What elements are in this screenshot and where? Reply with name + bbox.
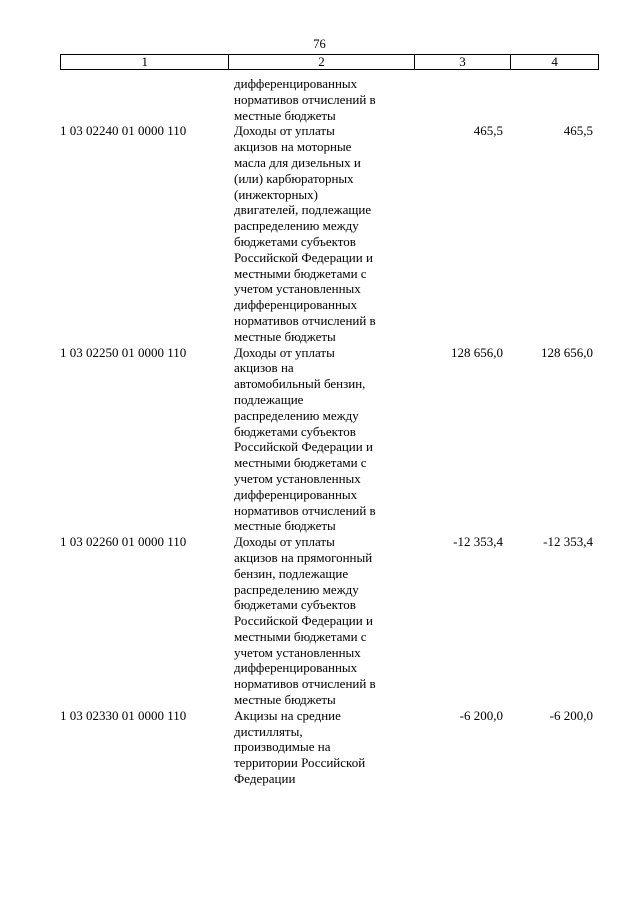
description-line: Российской Федерации и: [234, 249, 373, 265]
description-line: учетом установленных: [234, 470, 361, 486]
description-line: бюджетами субъектов: [234, 233, 356, 249]
description-line: бюджетами субъектов: [234, 597, 356, 613]
description-line: Доходы от уплаты: [234, 123, 335, 139]
description-line: производимые на: [234, 739, 331, 755]
description-line: дифференцированных: [234, 660, 358, 676]
amount-column-3: -12 353,4: [453, 534, 503, 550]
description-line: дифференцированных: [234, 297, 358, 313]
table-body: [60, 76, 599, 787]
description-line: нормативов отчислений в: [234, 502, 376, 518]
income-description: [234, 534, 404, 708]
description-line: учетом установленных: [234, 644, 361, 660]
description-line: дифференцированных: [234, 486, 358, 502]
description-line: Федерации: [234, 771, 296, 787]
continuation-line: дифференцированных: [234, 76, 358, 91]
description-line: подлежащие: [234, 391, 304, 407]
amount-column-4: -6 200,0: [549, 707, 593, 723]
table-row: [60, 345, 599, 535]
description-line: Доходы от уплаты: [234, 534, 335, 550]
amount-column-4: -12 353,4: [543, 534, 593, 550]
amount-column-3: 465,5: [473, 123, 503, 139]
description-line: Российской Федерации и: [234, 439, 373, 455]
budget-code: 1 03 02260 01 0000 110: [60, 534, 187, 550]
description-line: акцизов на моторные: [234, 139, 352, 155]
description-line: акцизов на: [234, 360, 294, 376]
description-line: (или) карбюраторных: [234, 170, 354, 186]
description-line: территории Российской: [234, 755, 366, 771]
description-line: бюджетами субъектов: [234, 423, 356, 439]
description-line: нормативов отчислений в: [234, 676, 376, 692]
description-line: распределению между: [234, 581, 359, 597]
continuation-line: местные бюджеты: [234, 107, 336, 123]
description-line: местные бюджеты: [234, 328, 336, 344]
table-row: [60, 708, 599, 787]
description-line: дистилляты,: [234, 723, 303, 739]
description-line: местными бюджетами с: [234, 455, 367, 471]
continuation-text: [234, 76, 404, 123]
description-line: местными бюджетами с: [234, 628, 367, 644]
column-header-3: 3: [414, 55, 511, 69]
description-line: учетом установленных: [234, 281, 361, 297]
budget-code: 1 03 02250 01 0000 110: [60, 344, 187, 360]
budget-code: 1 03 02330 01 0000 110: [60, 707, 187, 723]
table-row: [60, 123, 599, 344]
description-line: двигателей, подлежащие: [234, 202, 372, 218]
table-row: [60, 534, 599, 708]
description-line: распределению между: [234, 407, 359, 423]
table-header: [60, 54, 599, 70]
continuation-line: нормативов отчислений в: [234, 91, 376, 107]
income-description: [234, 345, 404, 535]
description-line: бензин, подлежащие: [234, 565, 349, 581]
income-description: [234, 708, 404, 787]
column-header-4: 4: [510, 55, 598, 69]
description-line: местными бюджетами с: [234, 265, 367, 281]
description-line: Российской Федерации и: [234, 613, 373, 629]
column-header-2: 2: [228, 55, 413, 69]
amount-column-4: 128 656,0: [541, 344, 593, 360]
description-line: местные бюджеты: [234, 518, 336, 534]
amount-column-3: 128 656,0: [451, 344, 503, 360]
amount-column-3: -6 200,0: [459, 707, 503, 723]
description-line: Акцизы на средние: [234, 707, 341, 723]
description-line: Доходы от уплаты: [234, 344, 335, 360]
income-description: [234, 123, 404, 344]
description-line: акцизов на прямогонный: [234, 549, 373, 565]
column-header-1: 1: [141, 54, 148, 69]
description-line: местные бюджеты: [234, 692, 336, 708]
amount-column-4: 465,5: [563, 123, 593, 139]
description-line: автомобильный бензин,: [234, 376, 366, 392]
budget-code: 1 03 02240 01 0000 110: [60, 123, 187, 139]
description-line: распределению между: [234, 218, 359, 234]
page-number: 76: [313, 37, 326, 51]
description-line: (инжекторных): [234, 186, 318, 202]
description-line: нормативов отчислений в: [234, 312, 376, 328]
description-line: масла для дизельных и: [234, 154, 361, 170]
